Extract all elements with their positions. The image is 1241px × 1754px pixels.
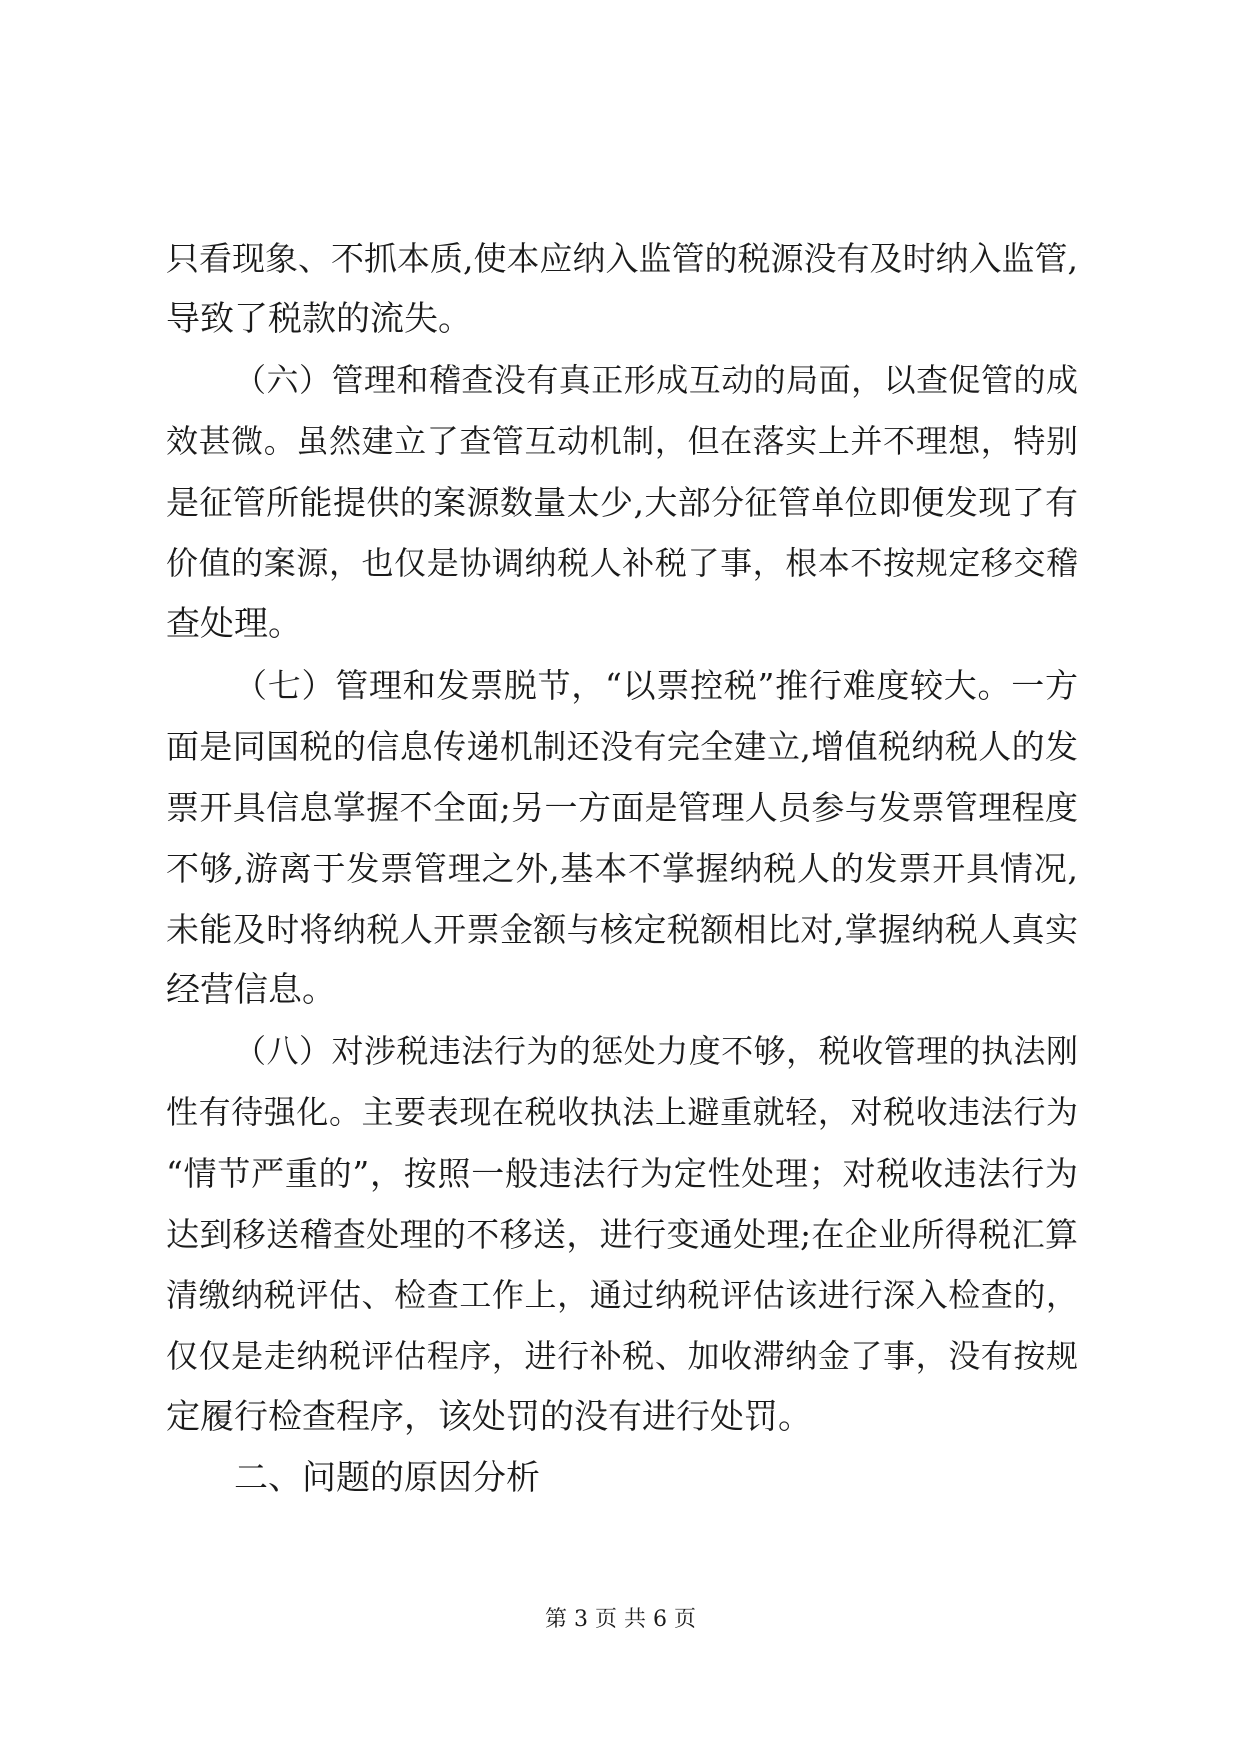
text-line: （八）对涉税违法行为的惩处力度不够，税收管理的执法刚 xyxy=(234,1032,1078,1070)
text-line: 效甚微。虽然建立了查管互动机制，但在落实上并不理想，特别 xyxy=(166,422,1078,460)
text-line: 性有待强化。主要表现在税收执法上避重就轻，对税收违法行为 xyxy=(166,1093,1078,1131)
text-line: （七）管理和发票脱节，“以票控税”推行难度较大。一方 xyxy=(234,666,1078,705)
text-line: 仅仅是走纳税评估程序，进行补税、加收滞纳金了事，没有按规 xyxy=(166,1337,1078,1375)
page-number-footer: 第 3 页 共 6 页 xyxy=(545,1607,696,1632)
text-line: 面是同国税的信息传递机制还没有完全建立,增值税纳税人的发 xyxy=(166,727,1078,766)
text-line: 导致了税款的流失。 xyxy=(166,299,472,339)
text-line: “情节严重的”，按照一般违法行为定性处理；对税收违法行为 xyxy=(166,1154,1078,1193)
text-line: （六）管理和稽查没有真正形成互动的局面，以查促管的成 xyxy=(234,361,1078,399)
text-line: 定履行检查程序，该处罚的没有进行处罚。 xyxy=(166,1397,812,1437)
text-line: 是征管所能提供的案源数量太少,大部分征管单位即便发现了有 xyxy=(166,483,1078,522)
text-line: 未能及时将纳税人开票金额与核定税额相比对,掌握纳税人真实 xyxy=(166,910,1078,949)
text-line: 票开具信息掌握不全面;另一方面是管理人员参与发票管理程度 xyxy=(166,788,1078,827)
text-line: 不够,游离于发票管理之外,基本不掌握纳税人的发票开具情况, xyxy=(166,849,1078,888)
text-line: 经营信息。 xyxy=(166,970,336,1010)
text-line: 价值的案源，也仅是协调纳税人补税了事，根本不按规定移交稽 xyxy=(166,544,1078,582)
document-body xyxy=(166,228,1078,1509)
text-line: 达到移送稽查处理的不移送，进行变通处理;在企业所得税汇算 xyxy=(166,1215,1078,1254)
text-line: 清缴纳税评估、检查工作上，通过纳税评估该进行深入检查的， xyxy=(166,1276,1078,1314)
text-line: 查处理。 xyxy=(166,604,302,644)
section-heading: 二、问题的原因分析 xyxy=(234,1458,540,1498)
text-line: 只看现象、不抓本质,使本应纳入监管的税源没有及时纳入监管, xyxy=(166,239,1078,278)
